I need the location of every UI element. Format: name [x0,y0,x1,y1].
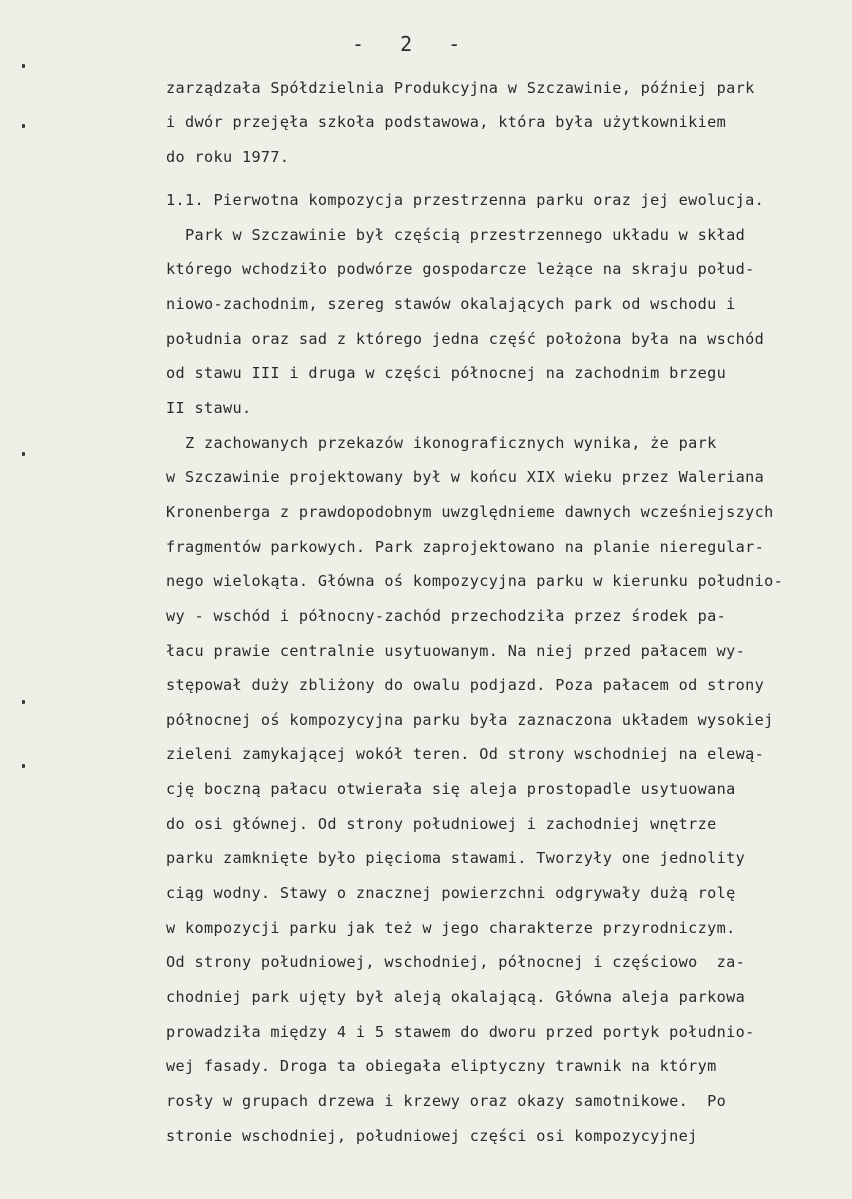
text-line: zarządzała Spółdzielnia Produkcyjna w Szczawinie, później park [166,79,755,97]
text-line: którego wchodziło podwórze gospodarcze leżące na skraju połud- [166,260,755,278]
text-line: rosły w grupach drzewa i krzewy oraz okazy samotnikowe. Po [166,1092,727,1110]
text-line: II stawu. [166,399,252,417]
text-line: wej fasady. Droga ta obiegała eliptyczny trawnik na którym [166,1057,717,1075]
text-line: ciąg wodny. Stawy o znacznej powierzchni odgrywały dużą rolę [166,884,736,902]
text-line: do roku 1977. [166,148,290,166]
page-number: - 2 - [352,32,465,56]
margin-mark [22,452,25,456]
text-line: zieleni zamykającej wokół teren. Od strony wschodniej na elewą- [166,745,765,763]
text-line: niowo-zachodnim, szereg stawów okalających park od wschodu i [166,295,736,313]
text-line: i dwór przejęła szkoła podstawowa, która była użytkownikiem [166,113,727,131]
text-line: nego wielokąta. Główna oś kompozycyjna parku w kierunku południo- [166,572,784,590]
margin-mark [22,124,25,128]
text-line: łacu prawie centralnie usytuowanym. Na niej przed pałacem wy- [166,642,746,660]
text-line: Z zachowanych przekazów ikonograficznych wynika, że park [166,434,717,452]
text-line: południa oraz sad z którego jedna część położona była na wschód [166,330,765,348]
text-line: chodniej park ujęty był aleją okalającą. Główna aleja parkowa [166,988,746,1006]
text-line: Park w Szczawinie był częścią przestrzennego układu w skład [166,226,746,244]
text-line: w kompozycji parku jak też w jego charakterze przyrodniczym. [166,919,736,937]
text-line: fragmentów parkowych. Park zaprojektowano na planie nieregular- [166,538,765,556]
text-line: wy - wschód i północny-zachód przechodziła przez środek pa- [166,607,727,625]
text-line: w Szczawinie projektowany był w końcu XIX wieku przez Waleriana [166,468,765,486]
text-line: Kronenberga z prawdopodobnym uwzględnieme dawnych wcześniejszych [166,503,774,521]
text-line: od stawu III i druga w części północnej na zachodnim brzegu [166,364,727,382]
section-heading: 1.1. Pierwotna kompozycja przestrzenna parku oraz jej ewolucja. [166,191,765,209]
text-line: stępował duży zbliżony do owalu podjazd. Poza pałacem od strony [166,676,765,694]
margin-mark [22,700,25,704]
text-line: prowadziła między 4 i 5 stawem do dworu przed portyk południo- [166,1023,755,1041]
text-line: parku zamknięte było pięcioma stawami. Tworzyły one jednolity [166,849,746,867]
text-line: Od strony południowej, wschodniej, północnej i częściowo za- [166,953,746,971]
text-line: północnej oś kompozycyjna parku była zaznaczona układem wysokiej [166,711,774,729]
text-line: cję boczną pałacu otwierała się aleja prostopadle usytuowana [166,780,736,798]
margin-mark [22,64,25,68]
text-line: stronie wschodniej, południowej części osi kompozycyjnej [166,1127,698,1145]
text-line: do osi głównej. Od strony południowej i zachodniej wnętrze [166,815,717,833]
margin-mark [22,764,25,768]
